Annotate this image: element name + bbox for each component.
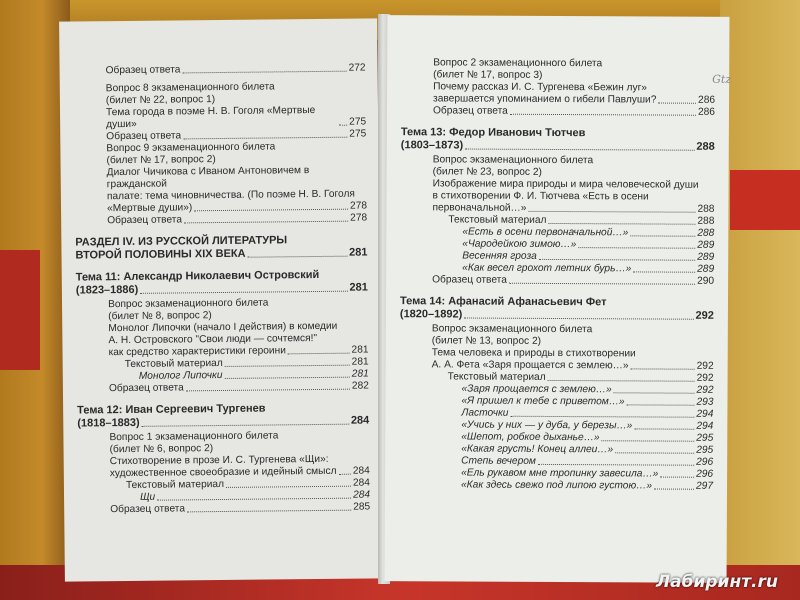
leader-dots — [548, 223, 695, 225]
leader-dots — [633, 271, 695, 272]
toc-text: Щи — [140, 491, 156, 503]
leader-dots — [248, 256, 348, 258]
leader-dots — [339, 474, 351, 475]
toc-text: (билет № 17, вопрос 3) — [433, 69, 543, 81]
page-number: 293 — [696, 396, 714, 408]
background-left-red — [0, 250, 40, 370]
toc-text: «Шепот, робкое дыханье…» — [461, 431, 600, 444]
toc-text: РАЗДЕЛ IV. ИЗ РУССКОЙ ЛИТЕРАТУРЫ — [75, 234, 288, 249]
toc-text: Вопрос 2 экзаменационного билета — [433, 57, 603, 70]
toc-text: Образец ответа — [108, 382, 184, 395]
toc-line — [400, 214, 714, 228]
page-number: 275 — [349, 116, 367, 128]
toc-text: «Я пришел к тебе с приветом…» — [461, 395, 625, 408]
leader-dots — [634, 428, 694, 429]
page-number: 288 — [697, 215, 715, 227]
toc-text: Текстовый материал — [124, 357, 223, 371]
toc-line — [77, 414, 369, 430]
toc-text: Текстовый материал — [447, 371, 546, 383]
toc-text: (1820–1892) — [399, 308, 463, 321]
toc-text: (билет № 13, вопрос 2) — [431, 335, 542, 347]
watermark-logo: Лабиринт.ru — [656, 572, 778, 592]
toc-text: Изображение мира природы и мира человеческой души — [432, 178, 699, 191]
page-number: 272 — [348, 62, 366, 74]
toc-text: «Чародейкою зимою…» — [462, 238, 577, 251]
leader-dots — [654, 489, 694, 490]
page-number: 296 — [696, 456, 714, 468]
leader-dots — [578, 247, 695, 249]
toc-text: Тема человека и природы в стихотворении — [431, 347, 636, 360]
leader-dots — [658, 103, 696, 104]
toc-text: (билет № 23, вопрос 2) — [432, 166, 542, 178]
page-number: 288 — [696, 140, 715, 153]
toc-text: Тема 11: Александр Николаевич Островский — [75, 268, 320, 284]
page-number: 281 — [349, 281, 368, 294]
toc-text: в стихотворении Ф. И. Тютчева «Есть в осени — [432, 190, 649, 203]
leader-dots — [539, 259, 695, 261]
page-number: 294 — [696, 408, 714, 420]
leader-dots — [182, 71, 346, 74]
right-page — [385, 15, 730, 583]
leader-dots — [225, 365, 350, 367]
toc-text: (билет № 17, вопрос 2) — [106, 154, 216, 167]
toc-text: (билет № 8, вопрос 2) — [108, 310, 212, 323]
page-number: 296 — [696, 468, 714, 480]
handwritten-note: Gtz — [712, 72, 732, 86]
toc-text: Вопрос 9 экзаменационного билета — [106, 141, 276, 155]
page-number: 286 — [697, 106, 716, 118]
leader-dots — [615, 452, 694, 453]
leader-dots — [339, 125, 347, 126]
toc-text: «Мертвые души») — [106, 202, 193, 215]
toc-line — [400, 308, 714, 323]
toc-text: А. А. Фета «Заря прощается с землею…» — [431, 359, 629, 372]
leader-dots — [627, 404, 695, 405]
leader-dots — [548, 380, 695, 382]
page-number: 292 — [696, 384, 714, 396]
toc-text: (1803–1873) — [400, 139, 464, 152]
page-number: 282 — [351, 380, 369, 392]
toc-line — [400, 274, 714, 288]
toc-text: (билет № 22, вопрос 1) — [105, 94, 216, 107]
toc-text: «Ель рукавом мне тропинку завесила…» — [461, 467, 659, 480]
toc-line — [78, 501, 370, 516]
toc-text: (1823–1886) — [75, 283, 139, 297]
page-number: 288 — [697, 203, 715, 215]
toc-text: (билет № 6, вопрос 2) — [109, 443, 214, 456]
page-number: 275 — [349, 128, 367, 140]
leader-dots — [140, 291, 347, 294]
toc-line — [74, 104, 366, 131]
page-number: 285 — [353, 501, 371, 513]
leader-dots — [184, 221, 348, 224]
page-number: 297 — [695, 480, 714, 492]
toc-text: как средство характеристики героини — [108, 345, 286, 359]
right-toc-column — [399, 57, 715, 493]
toc-line — [401, 139, 715, 154]
toc-text: Образец ответа — [107, 214, 183, 227]
toc-text: Тема 12: Иван Сергеевич Тургенев — [77, 402, 266, 417]
leader-dots — [183, 137, 347, 140]
toc-text: «Как здесь свежо под липою густою…» — [460, 479, 653, 492]
leader-dots — [465, 149, 694, 151]
leader-dots — [660, 477, 694, 478]
toc-text: Весенняя гроза — [462, 250, 537, 262]
leader-dots — [528, 211, 695, 213]
leader-dots — [464, 318, 693, 320]
toc-text: Вопрос 1 экзаменационного билета — [109, 430, 279, 444]
toc-line — [399, 479, 713, 493]
toc-text: «Есть в осени первоначальной…» — [462, 226, 629, 239]
leader-dots — [630, 235, 695, 236]
toc-text: «Заря прощается с землею…» — [461, 383, 612, 396]
toc-text: Вопрос экзаменационного билета — [431, 323, 593, 336]
toc-text: завершается упоминанием о гибели Павлуши? — [433, 93, 657, 106]
toc-text: Тема города в поэме Н. В. Гоголя «Мертвые души» — [105, 105, 316, 131]
page-number: 284 — [352, 477, 370, 489]
leader-dots — [510, 114, 696, 116]
leader-dots — [509, 283, 695, 285]
page-number: 284 — [352, 465, 370, 477]
left-page — [59, 18, 383, 581]
leader-dots — [157, 498, 351, 501]
leader-dots — [142, 424, 349, 427]
leader-dots — [510, 416, 694, 418]
toc-text: Ласточки — [461, 407, 509, 419]
page-number: 278 — [350, 212, 368, 224]
page-number: 292 — [696, 360, 714, 372]
background-right — [720, 0, 800, 600]
leader-dots — [614, 392, 695, 393]
left-toc-column — [74, 62, 371, 516]
toc-line — [76, 281, 368, 297]
toc-text: Вопрос экзаменационного билета — [107, 297, 269, 311]
page-number: 281 — [351, 368, 369, 380]
toc-text: Монолог Липочки (начало I действия) в комедии — [108, 320, 338, 335]
page-number: 289 — [697, 251, 715, 263]
toc-text: Вопрос 8 экзаменационного билета — [105, 81, 275, 95]
page-number: 295 — [696, 432, 714, 444]
toc-text: Текстовый материал — [125, 478, 225, 492]
page-number: 289 — [697, 263, 715, 275]
toc-text: ВТОРОЙ ПОЛОВИНЫ XIX ВЕКА — [75, 247, 246, 262]
toc-line — [400, 371, 714, 385]
toc-text: Тема 13: Федор Иванович Тютчев — [400, 126, 586, 140]
leader-dots — [288, 353, 350, 355]
toc-text: Стихотворение в прозе И. С. Тургенева «Щи»: — [109, 453, 329, 468]
leader-dots — [187, 510, 351, 513]
leader-dots — [226, 486, 351, 488]
leader-dots — [602, 440, 695, 441]
leader-dots — [225, 377, 350, 379]
toc-text: Тема 14: Афанасий Афанасьевич Фет — [399, 295, 607, 309]
toc-text: Вопрос экзаменационного билета — [432, 154, 594, 167]
page-number: 278 — [349, 200, 368, 212]
page-number: 289 — [697, 239, 715, 251]
toc-text: «Как весел грохот летних бурь…» — [462, 262, 632, 275]
leader-dots — [631, 368, 695, 369]
toc-text: «Учись у них — у дуба, у березы…» — [461, 419, 633, 432]
toc-text: Образец ответа — [110, 503, 186, 516]
toc-text: художественное своеобразие и идейный смысл — [109, 465, 337, 480]
toc-text: Степь вечером — [461, 455, 536, 467]
page-number: 284 — [350, 414, 370, 427]
toc-text: Образец ответа — [105, 64, 181, 77]
toc-text: палате: тема чиновничества. (По поэме Н. В. Гоголя — [106, 188, 355, 203]
page-number: 281 — [351, 344, 369, 356]
page-number: 292 — [695, 309, 714, 322]
toc-text: (1818–1883) — [77, 416, 140, 430]
toc-text: Текстовый материал — [448, 214, 547, 226]
toc-text: первоначальной…» — [432, 202, 527, 214]
page-number: 281 — [351, 356, 369, 368]
toc-line — [75, 164, 367, 191]
page-number: 284 — [352, 489, 371, 501]
toc-line — [401, 105, 715, 119]
page-number: 295 — [696, 444, 714, 456]
page-number: 294 — [696, 420, 714, 432]
toc-text: Образец ответа — [432, 274, 507, 286]
toc-text: Образец ответа — [106, 130, 182, 143]
page-number: 286 — [698, 94, 716, 106]
toc-text: «Какая грусть! Конец аллеи…» — [461, 443, 614, 456]
page-number: 281 — [349, 246, 368, 259]
background-right-red — [730, 170, 800, 230]
leader-dots — [194, 209, 348, 212]
page-number: 288 — [697, 227, 715, 239]
toc-text: Образец ответа — [432, 105, 508, 117]
leader-dots — [538, 464, 694, 466]
page-number: 292 — [696, 372, 714, 384]
leader-dots — [186, 389, 350, 392]
toc-text: А. Н. Островского "Свои люди — сочтемся!" — [108, 332, 318, 347]
toc-text: Почему рассказ И. С. Тургенева «Бежин луг» — [433, 81, 647, 94]
page-number: 290 — [697, 275, 715, 287]
toc-text: Монолог Липочки — [138, 369, 223, 382]
toc-text: Диалог Чичикова с Иваном Антоновичем в гражданской — [106, 165, 310, 191]
